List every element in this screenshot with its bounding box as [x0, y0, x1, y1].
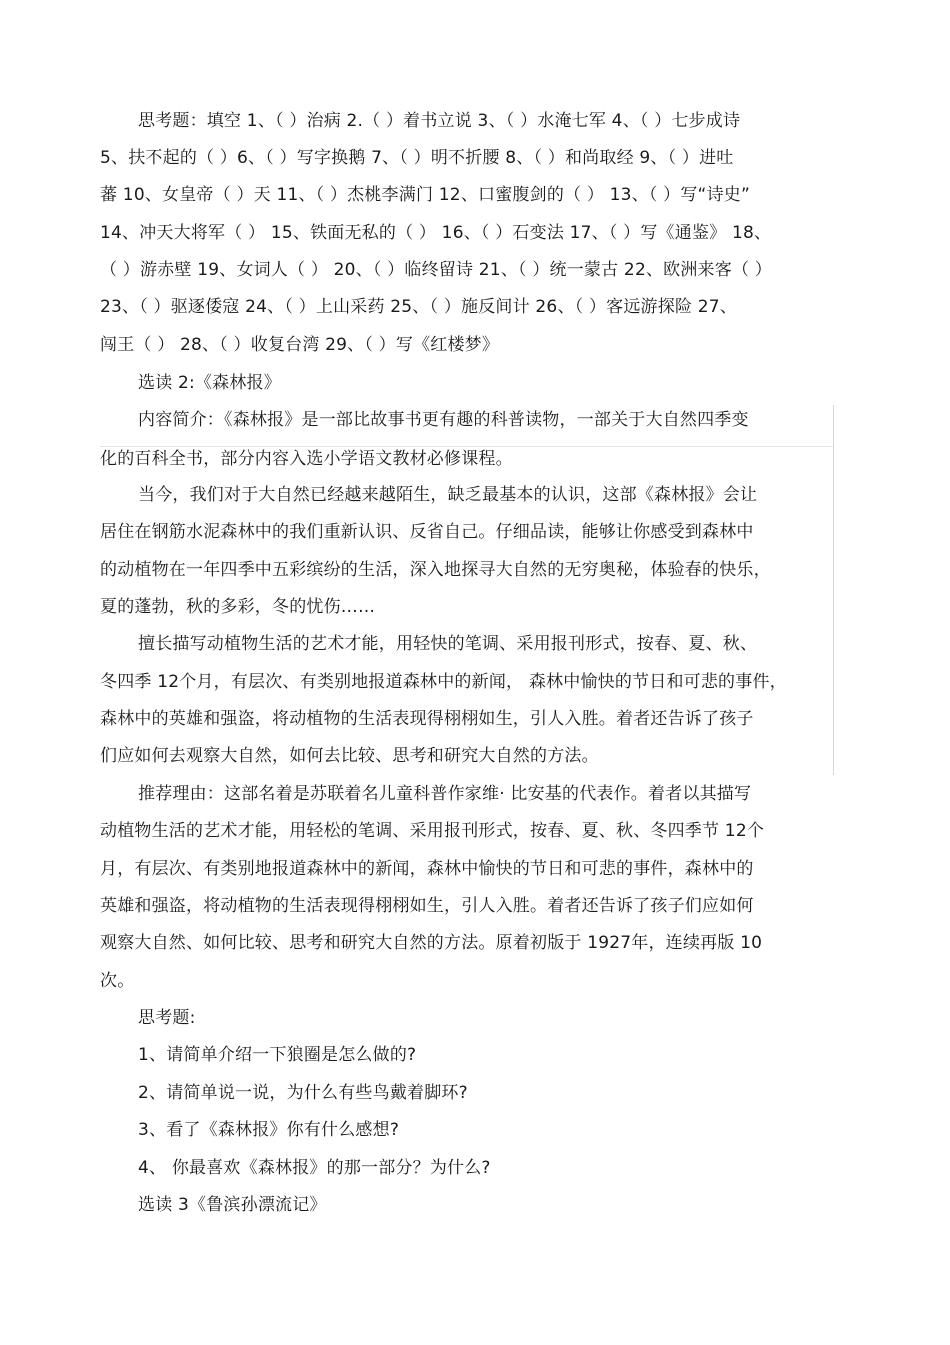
reading3-title: 选读 3《鲁滨孙漂流记》 — [138, 1195, 327, 1215]
para1-line-2: 居住在钢筋水泥森林中的我们重新认识、反省自己。仔细品读，能够让你感受到森林中 — [100, 522, 754, 542]
quiz1-line-3: 蕃 10、女皇帝（ ）天 11、（ ）杰桃李满门 12、口蜜腹剑的（ ） 13、（ ）写“诗史” — [100, 185, 750, 205]
intro-line-2: 化的百科全书，部分内容入选小学语文教材必修课程。 — [100, 449, 513, 469]
questions-title: 思考题: — [138, 1008, 196, 1028]
quiz1-line-6: 23、（ ）驱逐倭寇 24、（ ）上山采药 25、（ ）施反间计 26、（ ）客远游探险 27、 — [100, 297, 737, 317]
quiz1-line-5: （ ）游赤壁 19、女词人（ ） 20、（ ）临终留诗 21、（ ）统一蒙古 22、欧洲来客（ ） — [100, 260, 772, 280]
para2-line-1: 擅长描写动植物生活的艺术才能，用轻快的笔调、采用报刊形式，按春、夏、秋、 — [138, 634, 758, 654]
quiz1-line-7: 闯王（ ） 28、（ ）收复台湾 29、（ ）写《红楼梦》 — [100, 335, 500, 355]
reading2-title: 选读 2:《森林报》 — [138, 373, 281, 393]
reason-line-2: 动植物生活的艺术才能，用轻松的笔调、采用报刊形式，按春、夏、秋、冬四季节 12个 — [100, 821, 765, 841]
reason-line-3: 月，有层次、有类别地报道森林中的新闻，森林中愉快的节日和可悲的事件，森林中的 — [100, 859, 754, 879]
question-4: 4、 你最喜欢《森林报》的那一部分？为什么? — [138, 1158, 491, 1178]
para2-line-3: 森林中的英雄和强盗，将动植物的生活表现得栩栩如生，引人入胜。着者还告诉了孩子 — [100, 709, 754, 729]
reason-line-6: 次。 — [100, 971, 135, 991]
quiz1-line-4: 14、冲天大将军（ ） 15、铁面无私的（ ） 16、（ ）石变法 17、（ ）写《通鉴》 18、 — [100, 223, 772, 243]
frame-rule-vertical — [833, 405, 834, 775]
question-2: 2、请简单说一说，为什么有些鸟戴着脚环? — [138, 1083, 468, 1103]
question-3: 3、看了《森林报》你有什么感想? — [138, 1120, 400, 1140]
reason-line-4: 英雄和强盗，将动植物的生活表现得栩栩如生，引人入胜。着者还告诉了孩子们应如何 — [100, 896, 754, 916]
question-1: 1、请简单介绍一下狼圈是怎么做的? — [138, 1045, 417, 1065]
reason-line-1: 推荐理由：这部名着是苏联着名儿童科普作家维· 比安基的代表作。着者以其描写 — [138, 784, 752, 804]
para1-line-3: 的动植物在一年四季中五彩缤纷的生活，深入地探寻大自然的无穷奥秘，体验春的快乐， — [100, 560, 771, 580]
para2-line-2: 冬四季 12个月，有层次、有类别地报道森林中的新闻， 森林中愉快的节日和可悲的事件， — [100, 672, 787, 692]
quiz1-line-1: 思考题：填空 1、（ ）治病 2.（ ）着书立说 3、（ ）水淹七军 4、（ ）七步成诗 — [138, 111, 741, 131]
reason-line-5: 观察大自然、如何比较、思考和研究大自然的方法。原着初版于 1927年，连续再版 10 — [100, 933, 763, 953]
intro-line-1: 内容简介：《森林报》是一部比故事书更有趣的科普读物，一部关于大自然四季变 — [138, 410, 749, 430]
para1-line-1: 当今，我们对于大自然已经越来越陌生，缺乏最基本的认识，这部《森林报》会让 — [138, 485, 758, 505]
para2-line-4: 们应如何去观察大自然，如何去比较、思考和研究大自然的方法。 — [100, 746, 599, 766]
quiz1-line-2: 5、扶不起的（ ）6、（ ）写字换鹅 7、（ ）明不折腰 8、（ ）和尚取经 9、（ ）进吐 — [100, 148, 734, 168]
para1-line-4: 夏的蓬勃，秋的多彩，冬的忧伤…… — [100, 597, 376, 617]
